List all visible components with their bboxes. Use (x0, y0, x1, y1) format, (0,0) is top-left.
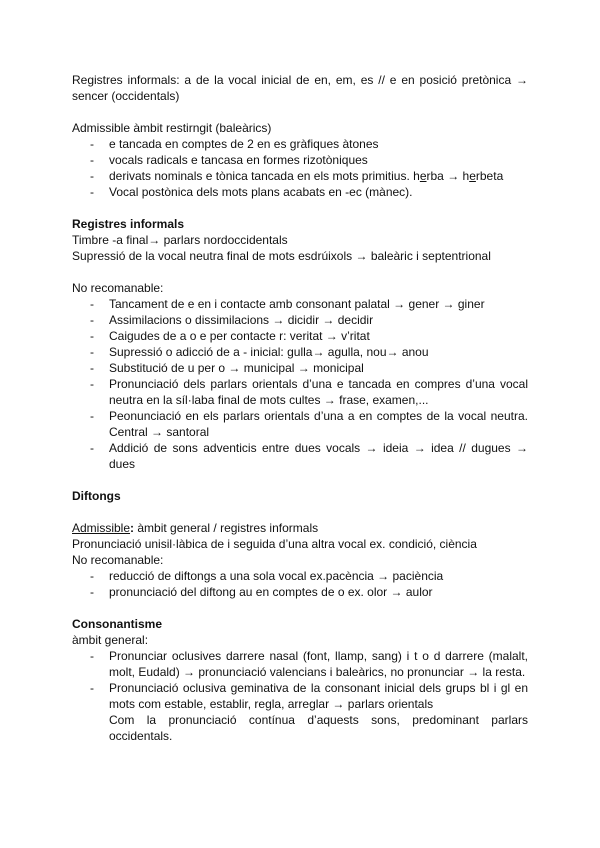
list-item: - pronunciació del diftong au en comptes de o ex. olor → aulor (90, 585, 433, 599)
ambit-general-label: àmbit general: (72, 633, 149, 647)
list-dash: - (90, 185, 94, 199)
list-dash: - (90, 649, 94, 663)
list-dash: - (90, 377, 94, 391)
list-dash: - (90, 137, 94, 151)
list-item: - Tancament de e en i contacte amb consonant palatal → gener → giner (90, 297, 485, 311)
list-dash: - (90, 345, 94, 359)
list-item: - Caigudes de a o e per contacte r: veritat → v’ritat (90, 329, 370, 343)
no-recomanable-list (72, 296, 528, 472)
underlined-vowel: e (419, 169, 427, 183)
admissible-restringit-list (72, 136, 528, 200)
list-item: - Supressió o adicció de a - inicial: gulla→ agulla, nou→ anou (90, 345, 429, 359)
consonantisme-list (72, 648, 528, 744)
no-recomanable-heading: No recomanable: (72, 281, 164, 295)
list-item: - Substitució de u per o → municipal → monicipal (90, 361, 364, 375)
list-dash: - (90, 441, 94, 455)
list-dash: - (90, 169, 94, 183)
text-line: Supressió de la vocal neutra final de mots esdrúixols → baleàric i septentrional (72, 249, 491, 263)
admissible-label: Admissible (72, 521, 131, 535)
list-dash: - (90, 297, 94, 311)
list-item: - e tancada en comptes de 2 en es gràfiques àtones (90, 137, 379, 151)
document-page (72, 72, 528, 744)
list-item: - reducció de diftongs a una sola vocal ex.pacència → paciència (90, 569, 444, 583)
text-line: Pronunciació unisil·làbica de i seguida d’una altra vocal ex. condició, ciència (72, 537, 477, 551)
text-line: Timbre -a final→ parlars nordoccidentals (72, 233, 288, 247)
list-item: - vocals radicals e tancasa en formes rizotòniques (90, 153, 368, 167)
list-item: - Addició de sons adventicis entre dues vocals → ideia → idea // dugues → dues (90, 441, 528, 471)
list-item: - Peonunciació en els parlars orientals d’una a en comptes de la vocal neutra. Central → santoral (90, 409, 528, 439)
list-item: - Vocal postònica dels mots plans acabats en -ec (mànec). (90, 185, 413, 199)
admissible-restringit-heading: Admissible àmbit restirngit (baleàrics) (72, 121, 272, 135)
list-dash: - (90, 585, 94, 599)
paragraph-registres-informals-a: Registres informals: a de la vocal inicial de en, em, es // e en posició pretònica → sencer (occidentals) (72, 73, 528, 103)
no-recomanable-heading: No recomanable: (72, 553, 164, 567)
admissible-line: Admissible: àmbit general / registres informals (72, 521, 319, 535)
list-dash: - (90, 153, 94, 167)
list-dash: - (90, 409, 94, 423)
section-title-consonantisme: Consonantisme (72, 617, 163, 631)
section-title-registres-informals: Registres informals (72, 217, 185, 231)
list-item: - Assimilacions o dissimilacions → dicidir → decidir (90, 313, 374, 327)
list-dash: - (90, 681, 94, 695)
list-item: - derivats nominals e tònica tancada en els mots primitius. herba → herbeta (90, 169, 504, 183)
list-item: - Pronunciació oclusiva geminativa de la consonant inicial dels grups bl i gl en mots com estable, establir, regla, arreglar → parlars orientals Com la pronunciació contínua d’aquests sons, predominant parlars occidentals. (90, 681, 528, 743)
underlined-vowel: e (469, 169, 476, 183)
list-item: - Pronunciació dels parlars orientals d’una e tancada en compres d’una vocal neutra en la síl·laba final de mots cultes → frase, examen,... (90, 377, 528, 407)
list-dash: - (90, 569, 94, 583)
diftongs-list (72, 568, 528, 600)
list-item: - Pronunciar oclusives darrere nasal (font, llamp, sang) i t o d darrere (malalt, molt, Eudald) → pronunciació valencians i baleàrics, no pronunciar → la resta. (90, 649, 528, 679)
list-dash: - (90, 361, 94, 375)
section-title-diftongs: Diftongs (72, 489, 121, 503)
list-item-continuation: Com la pronunciació contínua d’aquests sons, predominant parlars occidentals. (109, 713, 528, 743)
list-dash: - (90, 313, 94, 327)
list-dash: - (90, 329, 94, 343)
